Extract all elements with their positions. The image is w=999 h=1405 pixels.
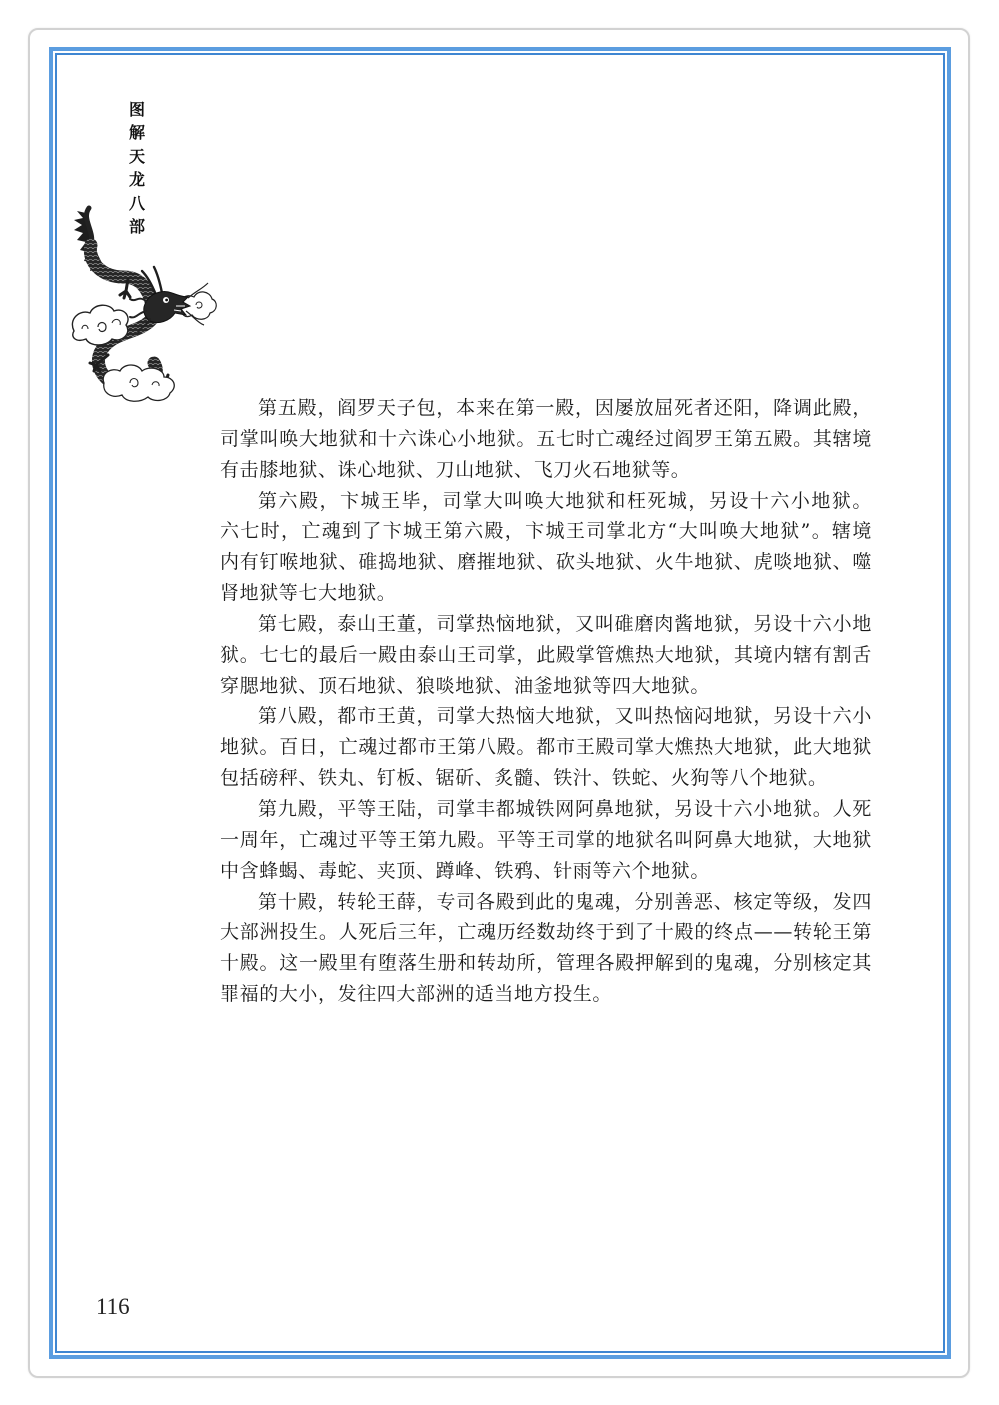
text-line: 穿腮地狱、顶石地狱、狼啖地狱、油釜地狱等四大地狱。 bbox=[220, 674, 711, 697]
paragraph-fifth-hall bbox=[220, 393, 872, 486]
text-line: 第八殿，都市王黄，司掌大热恼大地狱，又叫热恼闷地狱，另设十六小 bbox=[258, 705, 872, 728]
running-title: 图解天龙八部 bbox=[128, 100, 145, 237]
paragraph-ninth-hall bbox=[220, 794, 872, 887]
paragraph-eighth-hall bbox=[220, 701, 872, 794]
text-line: 大部洲投生。人死后三年，亡魂历经数劫终于到了十殿的终点——转轮王第 bbox=[220, 921, 872, 944]
dragon-body bbox=[86, 208, 156, 388]
text-line: 一周年，亡魂过平等王第九殿。平等王司掌的地狱名叫阿鼻大地狱，大地狱 bbox=[220, 828, 872, 851]
text-line: 六七时，亡魂到了卞城王第六殿，卞城王司掌北方“大叫唤大地狱”。辖境 bbox=[220, 520, 872, 543]
text-line: 第十殿，转轮王薛，专司各殿到此的鬼魂，分别善恶、核定等级，发四 bbox=[258, 890, 872, 913]
text-line: 第五殿，阎罗天子包，本来在第一殿，因屡放屈死者还阳，降调此殿， bbox=[258, 397, 872, 419]
text-line: 第六殿，卞城王毕，司掌大叫唤大地狱和枉死城，另设十六小地狱。 bbox=[258, 489, 872, 512]
text-line: 地狱。百日，亡魂过都市王第八殿。都市王殿司掌大燋热大地狱，此大地狱 bbox=[220, 736, 872, 759]
cloud-left bbox=[72, 305, 128, 345]
page-number: 116 bbox=[96, 1294, 130, 1319]
text-line: 罪福的大小，发往四大部洲的适当地方投生。 bbox=[220, 983, 613, 1006]
text-line: 包括磅秤、铁丸、钉板、锯斫、炙髓、铁汁、铁蛇、火狗等八个地狱。 bbox=[220, 767, 828, 790]
text-line: 司掌叫唤大地狱和十六诛心小地狱。五七时亡魂经过阎罗王第五殿。其辖境 bbox=[220, 427, 872, 450]
paragraph-seventh-hall bbox=[220, 609, 872, 702]
text-line: 有击膝地狱、诛心地狱、刀山地狱、飞刀火石地狱等。 bbox=[220, 458, 691, 481]
text-line: 内有钉喉地狱、碓捣地狱、磨摧地狱、砍头地狱、火牛地狱、虎啖地狱、噬 bbox=[220, 551, 872, 574]
text-line: 肾地狱等七大地狱。 bbox=[220, 582, 397, 605]
paragraph-sixth-hall bbox=[220, 486, 872, 609]
text-line: 十殿。这一殿里有堕落生册和转劫所，管理各殿押解到的鬼魂，分别核定其 bbox=[220, 952, 872, 975]
text-line: 第九殿，平等王陆，司掌丰都城铁网阿鼻地狱，另设十六小地狱。人死 bbox=[258, 797, 872, 820]
dragon-illustration bbox=[68, 205, 218, 405]
text-line: 狱。七七的最后一殿由泰山王司掌，此殿掌管燋热大地狱，其境内辖有割舌 bbox=[220, 643, 872, 666]
text-line: 第七殿，泰山王董，司掌热恼地狱，又叫碓磨肉酱地狱，另设十六小地 bbox=[258, 612, 872, 635]
text-line: 中含蜂蝎、毒蛇、夹顶、蹲峰、铁鸦、针雨等六个地狱。 bbox=[220, 859, 711, 882]
body-text bbox=[220, 393, 872, 1010]
paragraph-tenth-hall bbox=[220, 887, 872, 1010]
cloud-bottom bbox=[103, 365, 174, 401]
